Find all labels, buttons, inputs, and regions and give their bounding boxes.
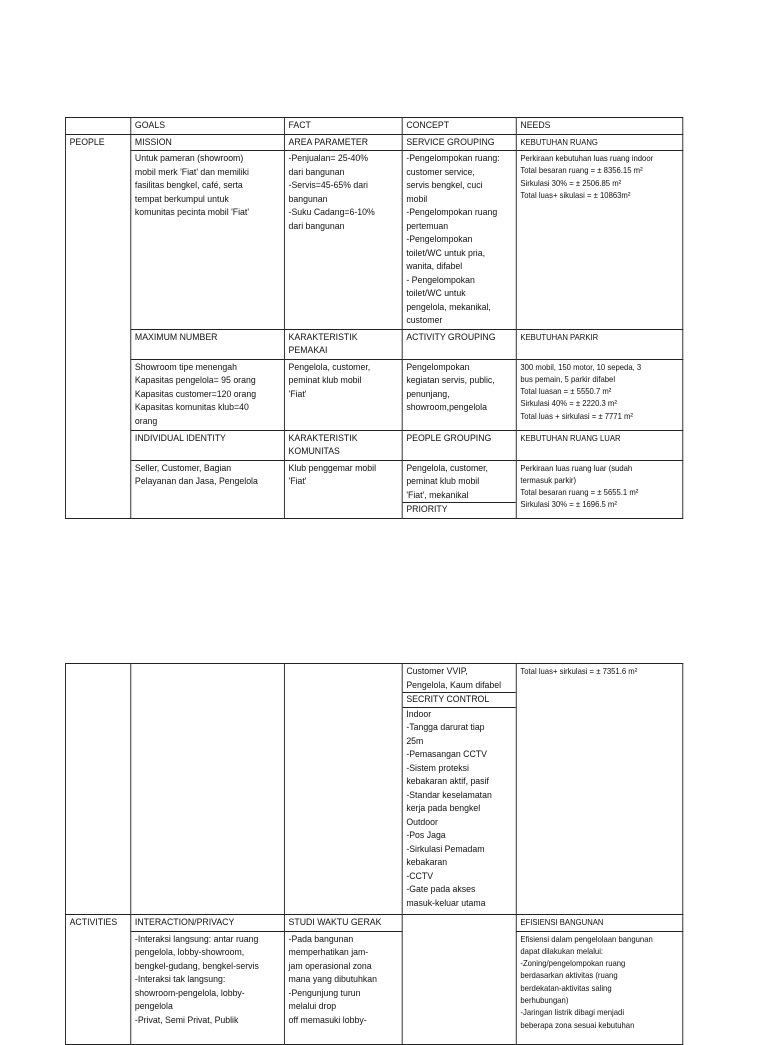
goals-heading: INDIVIDUAL IDENTITY	[131, 430, 285, 460]
fact-text: Klub penggemar mobil 'Fiat'	[288, 462, 377, 487]
needs-text: Perkiraan kebutuhan luas ruang indoor Total besaran ruang = ± 8356.15 m² Sirkulasi 30% = ± 2506.85 m² Total luas+ sikulasi = ± 10863m²	[520, 153, 654, 200]
needs-heading: KEBUTUHAN PARKIR	[516, 329, 683, 359]
section-label-people: PEOPLE	[65, 134, 130, 518]
table-row	[65, 460, 682, 518]
table-header-row	[65, 118, 682, 135]
concept-heading: PEOPLE GROUPING	[402, 430, 516, 460]
header-fact: FACT	[284, 118, 402, 135]
fact-heading: STUDI WAKTU GERAK	[284, 915, 402, 932]
table-row	[65, 134, 682, 151]
needs-text: Total luas+ sirkulasi = ± 7351.6 m²	[516, 664, 683, 915]
goals-text: Untuk pameran (showroom) mobil merk 'Fiat' dan memiliki fasilitas bengkel, café, serta tempat berkumpul untuk komunitas pecinta mobil 'Fiat'	[134, 153, 250, 218]
header-needs: NEEDS	[516, 118, 683, 135]
needs-text: 300 mobil, 150 motor, 10 sepeda, 3 bus pemain, 5 parkir difabel Total luasan = ± 5550.7 m² Sirkulasi 40% = ± 2220.3 m² Total luas + sirkulasi = ± 7771 m²	[520, 361, 642, 421]
header-goals: GOALS	[131, 118, 285, 135]
table-row	[65, 359, 682, 430]
fact-heading: KARAKTERISTIK PEMAKAI	[288, 331, 358, 356]
fact-text: -Penjualan= 25-40% dari bangunan -Servis=45-65% dari bangunan -Suku Cadang=6-10% dari bangunan	[288, 153, 375, 232]
concept-heading: ACTIVITY GROUPING	[402, 329, 516, 359]
fact-text: Pengelola, customer, peminat klub mobil 'Fiat'	[288, 361, 371, 400]
concept-subheading: SECRITY CONTROL	[403, 692, 516, 707]
fact-text: -Pada bangunan memperhatikan jam- jam operasional zona mana yang dibutuhkan -Pengunjung turun melalui drop off memasuki lobby-	[288, 933, 378, 1026]
table-row	[65, 664, 682, 915]
concept-text: -Pengelompokan ruang: customer service, servis bengkel, cuci mobil -Pengelompokan ruang pertemuan -Pengelompokan toilet/WC untuk pria, wanita, difabel - Pengelompokan toilet/WC untuk pengelola, mekanikal, customer	[406, 153, 500, 326]
analysis-table-activities	[65, 663, 683, 1045]
section-label-activities: ACTIVITIES	[65, 915, 130, 1045]
table-row	[65, 430, 682, 460]
table-row	[65, 329, 682, 359]
goals-text: -Interaksi langsung: antar ruang pengelola, lobby-showroom, bengkel-gudang, bengkel-servis -Interaksi tak langsung: showroom-pengelola, lobby- pengelola -Privat, Semi Privat, Publik	[134, 933, 259, 1026]
needs-heading: KEBUTUHAN RUANG	[516, 134, 683, 151]
analysis-table-people	[65, 117, 683, 519]
needs-text: Efisiensi dalam pengelolaan bangunan dapat dilakukan melalui: -Zoning/pengelompokan ruang berdasarkan aktivitas (ruang berdekatan-aktivitas saling berhubungan) -Jaringan listrik dibagi menjadi beberapa zona sesuai kebutuhan	[520, 933, 653, 1030]
needs-text: Perkiraan luas ruang luar (sudah termasuk parkir) Total besaran ruang = ± 5655.1 m² Sirkulasi 30% = ± 1696.5 m²	[520, 462, 639, 510]
goals-heading: INTERACTION/PRIVACY	[131, 915, 285, 932]
concept-text: Customer VVIP, Pengelola, Kaum difabel	[406, 666, 502, 691]
concept-text: Indoor -Tangga darurat tiap 25m -Pemasangan CCTV -Sistem proteksi kebakaran aktif, pasif -Standar keselamatan kerja pada bengkel Outdoor -Pos Jaga -Sirkulasi Pemadam kebakaran -CCTV -Gate pada akses masuk-keluar utama	[403, 707, 516, 911]
empty-cell	[65, 664, 130, 915]
needs-heading: EFISIENSI BANGUNAN	[516, 915, 683, 932]
header-concept: CONCEPT	[402, 118, 516, 135]
concept-text: Pengelola, customer, peminat klub mobil 'Fiat', mekanikal	[406, 462, 488, 501]
goals-heading: MAXIMUM NUMBER	[131, 329, 285, 359]
concept-heading: SERVICE GROUPING	[402, 134, 516, 151]
goals-text: Showroom tipe menengah Kapasitas pengelola= 95 orang Kapasitas customer=120 orang Kapasitas komunitas klub=40 orang	[134, 361, 257, 427]
fact-heading: KARAKTERISTIK KOMUNITAS	[288, 432, 358, 457]
table-row	[65, 151, 682, 330]
empty-cell	[402, 915, 516, 1045]
goals-heading: MISSION	[131, 134, 285, 151]
concept-text: Pengelompokan kegiatan servis, public, penunjang, showroom,pengelola	[406, 361, 495, 413]
needs-heading: KEBUTUHAN RUANG LUAR	[516, 430, 683, 460]
goals-text: Seller, Customer, Bagian Pelayanan dan Jasa, Pengelola	[134, 462, 258, 487]
fact-heading: AREA PARAMETER	[284, 134, 402, 151]
table-row	[65, 915, 682, 932]
header-blank	[65, 118, 130, 135]
empty-cell	[284, 664, 402, 915]
empty-cell	[131, 664, 285, 915]
table-row	[65, 931, 682, 1044]
concept-subheading: PRIORITY	[403, 502, 516, 517]
